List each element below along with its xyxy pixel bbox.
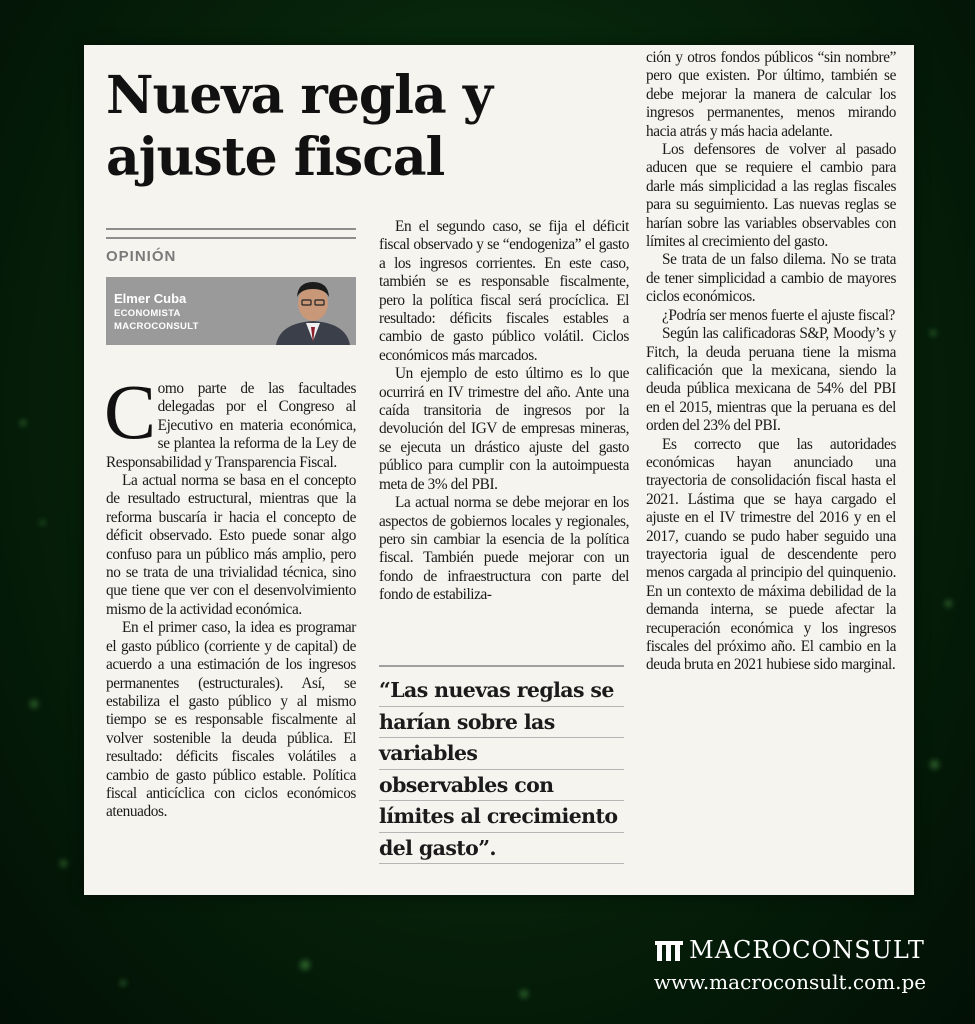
paragraph: Se trata de un falso dilema. No se trata de tener simplicidad a cambio de mayores ciclos económicos.: [646, 251, 896, 306]
macroconsult-logo-icon: [655, 939, 683, 961]
paragraph: Un ejemplo de esto último es lo que ocurrirá en IV trimestre del año. Ante una caída transitoria de ingresos por la devolución del IGV de empresas mineras, se ejecuta un drástico ajuste del gasto público para cumplir con la autoimpuesta meta de 3% del PBI.: [379, 365, 629, 493]
paragraph: ción y otros fondos públicos “sin nombre” pero que existen. Por último, también se debe mejorar la manera de calcular los ingresos permanentes, menos mirando hacia atrás y más hacia adelante.: [646, 49, 896, 140]
newspaper-clipping: [84, 45, 914, 895]
divider: [106, 237, 356, 239]
pull-quote-text: “Las nuevas reglas se harían sobre las variables observables con límites al crecimiento del gasto”.: [379, 675, 624, 864]
article-column-2: [379, 218, 629, 605]
paragraph: En el primer caso, la idea es programar el gasto público (corriente y de capital) de acuerdo a una estimación de los ingresos permanentes (estructurales). Así, se estabiliza el gasto público y al mismo tiempo se es responsable fiscalmente al volver sostenible la deuda pública. El resultado: déficits fiscales volátiles a cambio de gasto público estable. Política fiscal anticíclica con ciclos económicos atenuados.: [106, 619, 356, 821]
author-photo: [270, 277, 356, 345]
paragraph: ¿Podría ser menos fuerte el ajuste fiscal?: [662, 306, 895, 324]
brand-name: MACROCONSULT: [630, 936, 950, 964]
author-byline: [106, 277, 356, 345]
paragraph: Según las calificadoras S&P, Moody’s y Fitch, la deuda peruana tiene la misma calificación que la mexicana, siendo la deuda pública mexicana de 54% del PBI en el 2015, mientras que la peruana es del orden del 23% del PBI.: [646, 325, 896, 435]
divider: [379, 665, 624, 667]
divider: [106, 228, 356, 230]
article-headline: Nueva regla y ajuste fiscal: [106, 65, 493, 188]
brand-url[interactable]: www.macroconsult.com.pe: [653, 970, 927, 994]
author-role: ECONOMISTA: [114, 308, 181, 319]
paragraph: Es correcto que las autoridades económicas hayan anunciado una trayectoria de consolidación fiscal hasta el 2021. Lástima que se haya cargado el ajuste en el IV trimestre del 2016 y en el 2017, cuando se pudo haber seguido una trayectoria igual de descendente pero menos cargada al principio del quinquenio. En un contexto de máxima debilidad de la demanda interna, se puede afectar la recuperación económica y los ingresos fiscales del próximo año. El cambio en la deuda bruta en 2021 hubiese sido marginal.: [646, 435, 896, 674]
paragraph: La actual norma se debe mejorar en los aspectos de gobiernos locales y regionales, pero sin cambiar la esencia de la política fiscal. También puede mejorar con un fondo de infraestructura con parte del fondo de estabiliza-: [379, 494, 629, 604]
paragraph: En el segundo caso, se fija el déficit fiscal observado y se “endogeniza” el gasto a los ingresos corrientes. En este caso, también se es responsable fiscalmente, pero la política fiscal será procíclica. El resultado: déficits fiscales estables a cambio de gasto público volátil. Ciclos económicos más marcados.: [379, 218, 629, 364]
dropcap: C: [104, 368, 156, 455]
pull-quote: [379, 665, 624, 864]
author-name: Elmer Cuba: [114, 291, 187, 306]
brand-footer: [630, 936, 950, 994]
paragraph: Como parte de las facultades delegadas por el Congreso al Ejecutivo en materia económica, se plantea la reforma de la Ley de Responsabilidad y Transparencia Fiscal.: [104, 368, 356, 471]
article-column-1: [104, 368, 356, 822]
author-company: MACROCONSULT: [114, 321, 199, 332]
article-column-3: [646, 49, 896, 675]
paragraph: Los defensores de volver al pasado aducen que se requiere el cambio para darle más simplicidad a las reglas fiscales para su seguimiento. Las nuevas reglas se harían sobre las variables observables con límites al crecimiento del gasto.: [646, 141, 896, 251]
paragraph: La actual norma se basa en el concepto de resultado estructural, mientras que la reforma buscaría ir hacia el concepto de déficit observado. Esto puede sonar algo confuso para un público más amplio, pero no se trata de una trivialidad técnica, sino que tiene que ver con el desenvolvimiento mismo de la actividad económica.: [106, 472, 356, 618]
section-label: OPINIÓN: [106, 248, 177, 265]
